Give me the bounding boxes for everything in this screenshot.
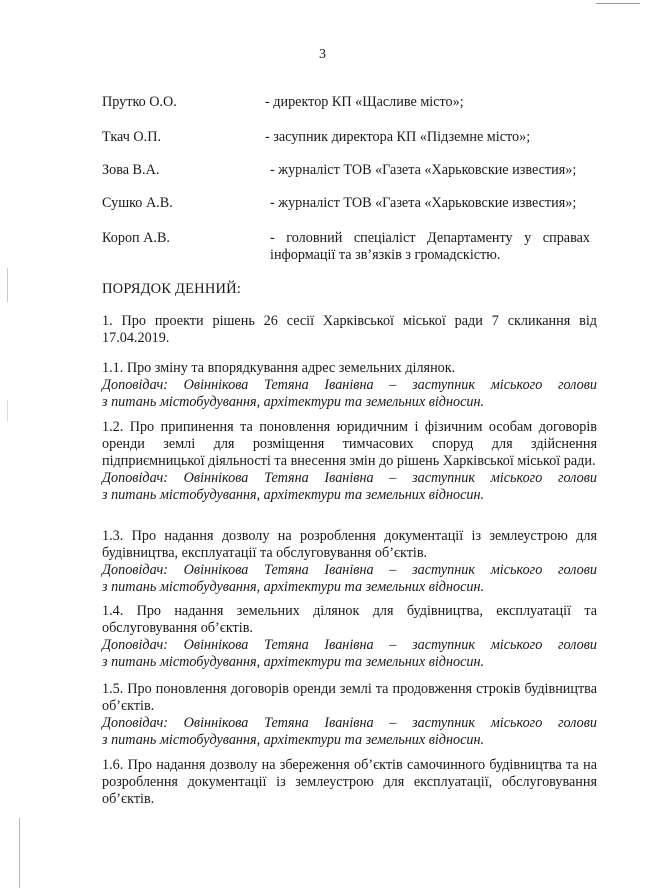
subitem-text: 1.2. Про припинення та поновлення юридичним і фізичним особам договорів оренди землі для розміщення тимчасових споруд для здійснення підприємницької діяльності та внесення змін до рішень Харківської міської ради. — [102, 419, 597, 469]
scan-margin-mark — [7, 400, 8, 422]
agenda-item — [102, 313, 597, 347]
agenda-subitem — [102, 419, 597, 504]
speaker-line: з питань містобудування, архітектури та земельних відносин. — [102, 732, 485, 748]
speaker-line: з питань містобудування, архітектури та земельних відносин. — [102, 394, 485, 410]
speaker-note — [102, 377, 597, 411]
attendee-role: - засупник директора КП «Підземне місто»; — [265, 129, 531, 145]
agenda-heading: ПОРЯДОК ДЕННИЙ: — [102, 281, 242, 297]
speaker-line: Доповідач: Овіннікова Тетяна Іванівна – заступник міського голови — [102, 377, 597, 393]
attendee-role: - журналіст ТОВ «Газета «Харьковские известия»; — [270, 162, 577, 178]
subitem-text: 1.3. Про надання дозволу на розроблення документації із землеустрою для будівництва, експлуатації та обслуговування об’єктів. — [102, 528, 597, 561]
speaker-note — [102, 637, 597, 671]
attendee-role: - директор КП «Щасливе місто»; — [265, 94, 464, 110]
speaker-line: з питань містобудування, архітектури та земельних відносин. — [102, 654, 485, 670]
speaker-note — [102, 470, 597, 504]
page-number: 3 — [319, 47, 326, 62]
agenda-subitem — [102, 603, 597, 671]
speaker-note — [102, 562, 597, 596]
speaker-line: Доповідач: Овіннікова Тетяна Іванівна – заступник міського голови — [102, 637, 597, 653]
speaker-line: Доповідач: Овіннікова Тетяна Іванівна – заступник міського голови — [102, 470, 597, 486]
speaker-note — [102, 715, 597, 749]
attendee-name: Сушко А.В. — [102, 195, 173, 211]
attendee-name: Прутко О.О. — [102, 94, 177, 110]
attendee-role: - журналіст ТОВ «Газета «Харьковские известия»; — [270, 195, 577, 211]
agenda-subitem — [102, 681, 597, 749]
attendee-role: - головний спеціаліст Департаменту у справах інформації та зв’язків з громадскістю. — [270, 230, 590, 263]
scan-corner-mark — [596, 3, 640, 4]
speaker-line: з питань містобудування, архітектури та земельних відносин. — [102, 487, 485, 503]
agenda-subitem — [102, 528, 597, 596]
subitem-text: 1.4. Про надання земельних ділянок для будівництва, експлуатації та обслуговування об’єктів. — [102, 603, 597, 636]
scan-margin-mark — [7, 268, 8, 302]
agenda-subitem — [102, 757, 597, 808]
speaker-line: Доповідач: Овіннікова Тетяна Іванівна – заступник міського голови — [102, 715, 597, 731]
attendee-name: Короп А.В. — [102, 230, 170, 246]
attendee-name: Зова В.А. — [102, 162, 160, 178]
subitem-text: 1.5. Про поновлення договорів оренди землі та продовження строків будівництва об’єктів. — [102, 681, 597, 714]
subitem-text: 1.1. Про зміну та впорядкування адрес земельних ділянок. — [102, 360, 456, 376]
agenda-subitem — [102, 360, 597, 411]
subitem-text: 1.6. Про надання дозволу на збереження об’єктів самочинного будівництва та на розроблення документації із землеустрою для експлуатації, обслуговування об’єктів. — [102, 757, 597, 807]
speaker-line: Доповідач: Овіннікова Тетяна Іванівна – заступник міського голови — [102, 562, 597, 578]
agenda-item-text: 1. Про проекти рішень 26 сесії Харківської міської ради 7 скликання від 17.04.2019. — [102, 313, 597, 346]
attendee-name: Ткач О.П. — [102, 129, 161, 145]
speaker-line: з питань містобудування, архітектури та земельних відносин. — [102, 579, 485, 595]
scan-margin-mark — [19, 818, 20, 888]
